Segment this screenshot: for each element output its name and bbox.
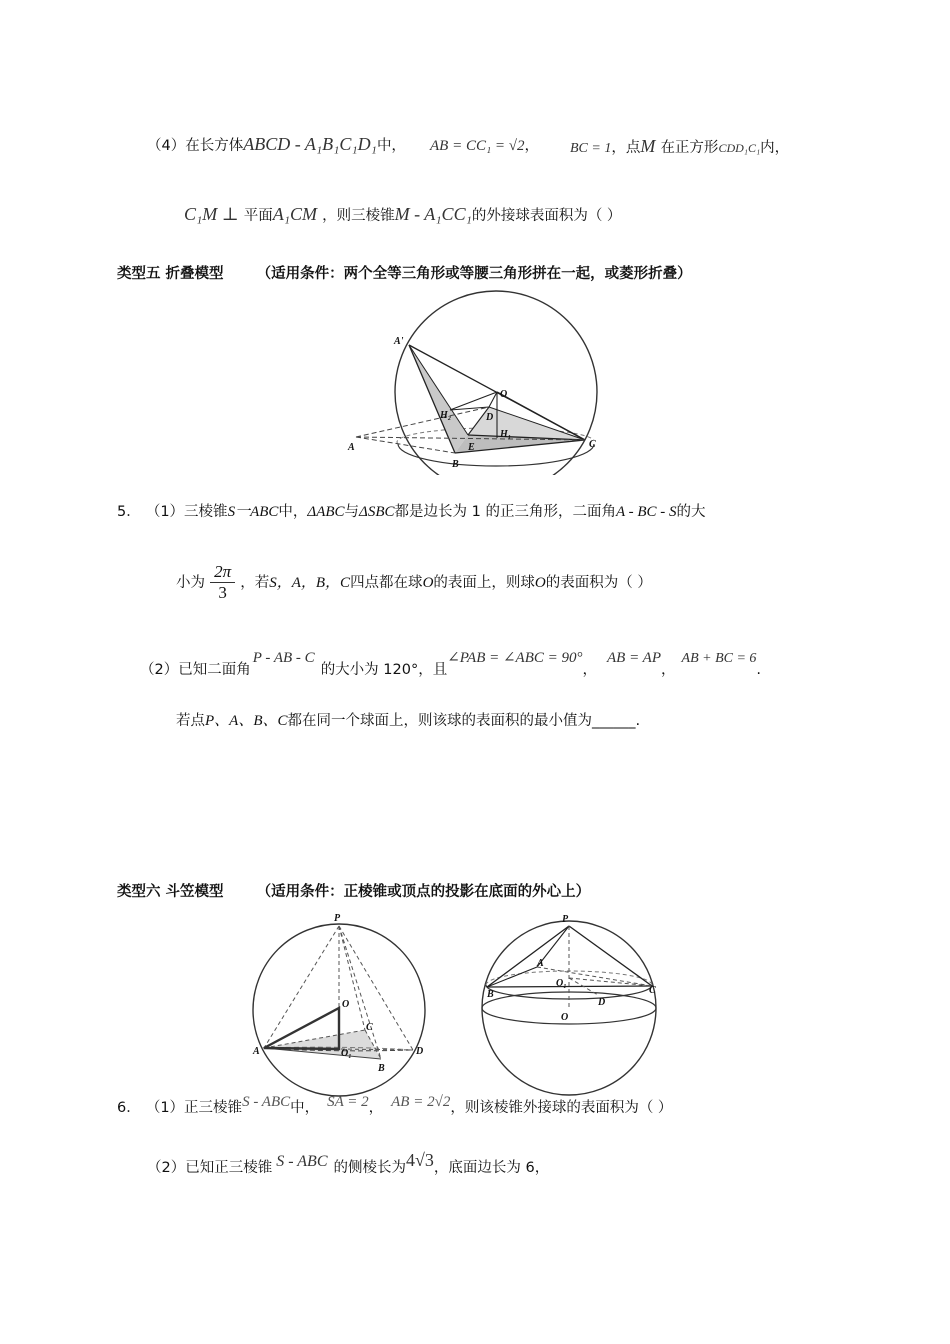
label-B: B	[452, 459, 459, 470]
q5-p1-h: A - BC - S	[615, 504, 677, 520]
q6-p2-c: 的侧棱长为	[333, 1160, 406, 1176]
q6-p2-b: S - ABC	[276, 1153, 328, 1170]
q5-p1-f: ΔSBC	[359, 504, 395, 520]
q6-line2	[147, 1150, 550, 1176]
figure-hat-model-right	[475, 912, 665, 1097]
label-O1: O₁	[556, 978, 567, 989]
q5-p1-e: 与	[344, 504, 360, 520]
edge-B-C	[487, 986, 652, 987]
q5-p1-a: （1）三棱锥	[145, 504, 228, 520]
q4-plane: A₁CM	[272, 204, 318, 224]
q4-bc-eq: BC = 1	[570, 141, 612, 156]
figure-hat-model-left	[245, 912, 435, 1097]
type6-heading	[117, 880, 590, 901]
q6-p2-a: （2）已知正三棱锥	[147, 1160, 273, 1176]
label-Aprime: A'	[394, 336, 404, 347]
q6-p2-e: ，底面边长为 6，	[433, 1160, 550, 1176]
q4-text3: 在正方形	[660, 140, 719, 156]
q4-square: CDD₁C₁	[718, 141, 761, 155]
q5-p1-g: 都是边长为 1 的正三角形，二面角	[394, 504, 616, 520]
q4-text2: ，点	[611, 140, 641, 156]
q4-pyramid: M - A₁CC₁	[394, 204, 472, 224]
label-O: O	[561, 1012, 569, 1023]
q5-p1-n: O	[422, 575, 434, 591]
q4-line1	[147, 134, 406, 155]
q5-p1-c: 中，	[278, 504, 308, 520]
q5-p2-j: 若点	[176, 713, 205, 729]
label-A: A	[253, 1046, 260, 1057]
label-C: C	[589, 439, 596, 450]
label-P: P	[334, 913, 341, 924]
q5-number: 5．	[117, 504, 141, 520]
fraction-numerator: 2π	[210, 562, 235, 583]
q5-p2-l: 都在同一个球面上，则该球的表面积的最小值为______.	[287, 713, 641, 729]
q6-p1-f: AB = 2√2	[391, 1094, 451, 1110]
q6-p1-a: （1）正三棱锥	[145, 1100, 243, 1116]
q5-p1-k: ，若	[240, 575, 270, 591]
q4-line1c	[570, 136, 789, 157]
label-A: A	[348, 442, 355, 453]
label-O: O	[500, 389, 508, 400]
type6-condition: （适用条件：正棱锥或顶点的投影在底面的外心上）	[256, 884, 591, 900]
q4-ab-eq: AB = CC₁ = √2	[430, 138, 525, 154]
q4-solid: ABCD - A₁B₁C₁D₁	[243, 134, 377, 154]
q6-p1-d: SA = 2	[327, 1094, 369, 1110]
label-D: D	[598, 997, 606, 1008]
q5-p1-p: O	[534, 575, 546, 591]
type5-heading	[117, 262, 692, 283]
q5-p2-e: ，	[582, 662, 597, 678]
q4-line2	[184, 204, 621, 225]
q5-p2-h: AB + BC = 6	[681, 651, 757, 666]
label-E: E	[468, 442, 475, 453]
label-C: C	[649, 985, 656, 996]
edge-P-A	[264, 926, 339, 1048]
q4-text7: 的外接球表面积为（ ）	[471, 208, 622, 224]
label-D: D	[486, 412, 494, 423]
q5-p2-f: AB = AP	[607, 650, 662, 666]
label-C: C	[366, 1022, 373, 1033]
q5-p2-g: ，	[661, 662, 676, 678]
q4-text6: ，则三棱锥	[322, 208, 395, 224]
q5-p2-i: .	[756, 662, 762, 678]
label-B: B	[378, 1063, 385, 1074]
label-O: O	[342, 999, 350, 1010]
q5-line2	[176, 562, 652, 603]
dashed-A-B	[356, 437, 455, 453]
q4-comma1: ，	[524, 138, 540, 154]
q5-p1-l: S，A，B，C	[269, 575, 351, 591]
q6-p1-g: ，则该棱锥外接球的表面积为（ ）	[450, 1100, 673, 1116]
q6-p1-b: S - ABC	[242, 1094, 291, 1110]
fraction-denominator: 3	[218, 583, 227, 602]
q5-p1-m: 四点都在球	[350, 575, 423, 591]
q6-p2-d: 4√3	[406, 1150, 434, 1170]
q5-p2-a: （2）已知二面角	[140, 662, 251, 678]
q5-p2-k: P、A、B、C	[205, 713, 288, 729]
label-H1: H₁	[500, 429, 512, 440]
type5-title: 类型五 折叠模型	[117, 266, 224, 282]
q4-perp: C₁M ⊥	[184, 204, 239, 224]
q5-line3	[140, 646, 762, 678]
label-P: P	[562, 914, 569, 925]
fraction-2pi-over-3	[210, 562, 235, 603]
edge-A-B	[487, 967, 537, 987]
q6-p1-e: ，	[368, 1100, 384, 1116]
edge-A-C	[537, 967, 652, 986]
label-B: B	[487, 989, 494, 1000]
label-H2: H₂	[440, 410, 452, 421]
q5-p1-o: 的表面上，则球	[433, 575, 535, 591]
label-O1: O₁	[341, 1048, 352, 1059]
figure-folding-model	[340, 290, 610, 475]
edge-Aprime-E	[409, 345, 468, 435]
q5-line4	[176, 709, 640, 730]
q4-text1: 中，	[376, 138, 406, 154]
q5-p2-d: ∠PAB = ∠ABC = 90°	[447, 650, 583, 666]
q4-line1b	[430, 134, 539, 155]
q5-p1-q: 的表面积为（ ）	[545, 575, 652, 591]
q5-p1-d: ΔABC	[307, 504, 345, 520]
q5-line1	[117, 500, 706, 521]
q4-prefix: （4）在长方体	[147, 138, 244, 154]
edge-P-D	[339, 926, 413, 1050]
q5-p2-c: 的大小为 120°，且	[320, 662, 448, 678]
edge-Aprime-B	[409, 345, 455, 453]
q6-line1	[117, 1090, 673, 1116]
edge-P-C	[339, 926, 365, 1030]
q6-number: 6．	[117, 1100, 141, 1116]
type6-title: 类型六 斗笠模型	[117, 884, 224, 900]
q4-point: M	[640, 136, 656, 156]
q5-p2-b: P - AB - C	[252, 650, 315, 666]
q4-text5: 平面	[243, 208, 273, 224]
q6-p1-c: 中，	[290, 1100, 320, 1116]
q5-p1-i: 的大	[676, 504, 706, 520]
q5-p1-b: S一ABC	[227, 504, 279, 520]
type5-condition: （适用条件：两个全等三角形或等腰三角形拼在一起，或菱形折叠）	[256, 266, 692, 282]
label-D: D	[416, 1046, 424, 1057]
label-A: A	[537, 958, 544, 969]
q4-text4: 内，	[760, 140, 790, 156]
q5-p1-j: 小为	[176, 575, 205, 591]
